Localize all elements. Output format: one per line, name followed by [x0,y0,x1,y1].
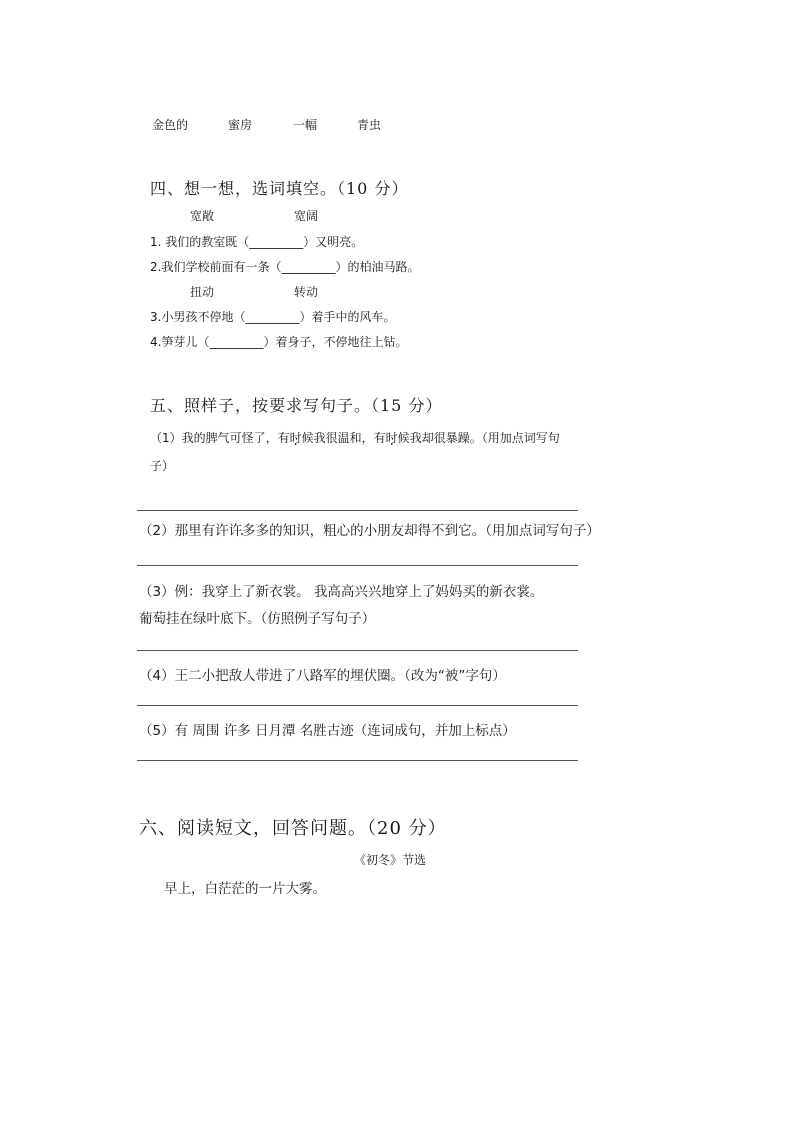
word-pair1-first: 宽敞 [190,209,215,223]
answer-line-5-3 [137,650,578,651]
emphasized-word-many: 许许多多 [215,523,270,539]
word-pair2-second: 转动 [294,285,319,299]
question-4-2: 2.我们学校前面有一条（_________）的柏油马路。 [150,260,420,274]
question-5-2-part-a: （2）那里有 [139,523,216,539]
question-4-1: 1. 我们的教室既（_________）又明亮。 [150,235,364,249]
word-honeycomb: 蜜房 [228,118,253,132]
question-5-4: （4）王二小把敌人带进了八路军的埋伏圈。（改为“被”字句） [139,668,506,684]
emphasized-word-sometimes-2: 有时候 [373,431,410,445]
question-4-3: 3.小男孩不停地（_________）着手中的风车。 [150,310,396,324]
question-5-2 [139,519,600,539]
question-5-3-prompt: 葡萄挂在绿叶底下。（仿照例子写句子） [139,611,376,627]
emphasized-word-sometimes-1: 有时候 [277,431,314,445]
answer-line-5-5 [137,760,578,761]
question-5-1-part-a: （1）我的脾气可怪了， [150,431,278,445]
question-5-1-wrap: 子） [150,459,175,473]
question-4-4: 4.笋芽儿（_________）着身子，不停地往上钻。 [150,335,408,349]
word-pair2-first: 扭动 [190,285,215,299]
word-pair1-second: 宽阔 [294,209,319,223]
question-5-2-part-c: 的知识，粗心的小朋友却得不到它。（用加点词写句子） [269,523,600,539]
section4-title: 四、想一想，选词填空。（10 分） [150,179,409,198]
question-5-1 [150,429,560,446]
word-caterpillar: 青虫 [357,118,382,132]
passage-title: 《初冬》节选 [354,853,427,867]
section5-title: 五、照样子，按要求写句子。（15 分） [150,396,443,415]
question-5-1-part-c: 我很温和， [313,431,374,445]
question-5-3-example: （3）例：我穿上了新衣裳。 我高高兴兴地穿上了妈妈买的新衣裳。 [139,584,544,600]
question-5-5: （5）有 周围 许多 日月潭 名胜古迹（连词成句，并加上标点） [139,723,516,739]
question-5-1-part-d: 我却很暴躁。（用加点词写句 [409,431,560,445]
word-golden: 金色的 [152,118,189,132]
passage-line-1: 早上，白茫茫的一片大雾。 [164,881,326,897]
answer-line-5-2 [137,565,578,566]
section6-title: 六、阅读短文，回答问题。（20 分） [139,818,447,839]
word-one-picture: 一幅 [293,118,318,132]
answer-line-5-4 [137,705,578,706]
answer-line-5-1 [137,510,578,511]
